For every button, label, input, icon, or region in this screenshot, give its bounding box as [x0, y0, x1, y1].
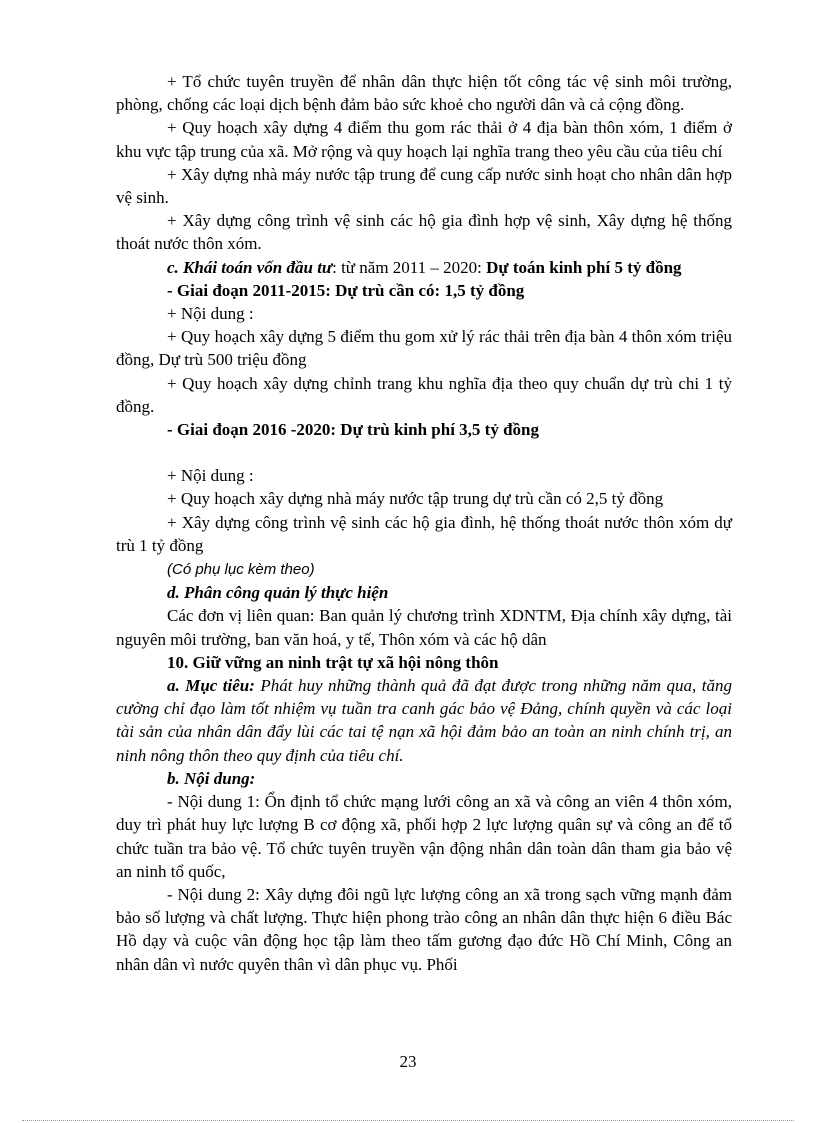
section-10-goal — [116, 674, 732, 767]
appendix-note — [116, 557, 732, 581]
paragraph-sanitation: + Xây dựng công trình vệ sinh các hộ gia đình hợp vệ sinh, Xây dựng hệ thống thoát nước thôn xóm. — [116, 211, 732, 254]
section-c — [116, 256, 732, 279]
phase1-item-2: + Quy hoạch xây dựng chỉnh trang khu nghĩa địa theo quy chuẩn dự trù chi 1 tỷ đồng. — [116, 373, 732, 416]
section-d-heading: d. Phân công quản lý thực hiện — [167, 583, 389, 603]
page-number: 23 — [399, 1052, 417, 1071]
section-d-text: Các đơn vị liên quan: Ban quản lý chương trình XDNTM, Địa chính xây dựng, tài nguyên môi trường, ban văn hoá, y tế, Thôn xóm và các hộ dân — [116, 606, 732, 649]
phase1-item-1: + Quy hoạch xây dựng 5 điểm thu gom xử lý rác thải trên địa bàn 4 thôn xóm triệu đồng, Dự trù 500 triệu đồng — [116, 327, 732, 370]
appendix-note-text: (Có phụ lục kèm theo) — [167, 561, 315, 579]
phase2-item-1: + Quy hoạch xây dựng nhà máy nước tập trung dự trù cần có 2,5 tỷ đồng — [167, 489, 664, 509]
paragraph-propaganda: + Tổ chức tuyên truyền để nhân dân thực hiện tốt công tác vệ sinh môi trường, phòng, chống các loại dịch bệnh đảm bảo sức khoẻ cho người dân và cả cộng đồng. — [116, 72, 732, 115]
phase2-item-2: + Xây dựng công trình vệ sinh các hộ gia đình, hệ thống thoát nước thôn xóm dự trù 1 tỷ đồng — [116, 512, 732, 555]
goal-label: a. Mục tiêu: — [167, 676, 255, 696]
phase1-heading: - Giai đoạn 2011-2015: Dự trù cần có: 1,5 tỷ đồng — [167, 280, 525, 300]
spacer — [116, 441, 732, 464]
section-c-label: c. Khái toán vốn đầu tư — [167, 257, 333, 277]
paragraph-water-plant: + Xây dựng nhà máy nước tập trung để cung cấp nước sinh hoạt cho nhân dân hợp vệ sinh. — [116, 164, 732, 208]
section-c-budget: Dự toán kinh phí 5 tỷ đồng — [486, 257, 682, 277]
section-c-text: : từ năm 2011 – 2020: — [332, 257, 487, 277]
phase2-content-label: + Nội dung : — [167, 466, 254, 486]
section-10-content-1: - Nội dung 1: Ổn định tổ chức mạng lưới công an xã và công an viên 4 thôn xóm, duy trì phát huy lực lượng B cơ động xã, phối hợp 2 lực lượng quân sự và công an để tổ chức tuần tra bảo vệ. Tổ chức tuyên truyền vận động nhân dân toàn dân tham gia bảo vệ an ninh tổ quốc, — [116, 792, 732, 881]
goal-text: Phát huy những thành quả đã đạt được trong những năm qua, tăng cường chỉ đạo làm tốt nhiệm vụ tuần tra canh gác bảo vệ Đảng, chính quyền và các loại tài sản của nhân dân đẩy lùi các tai tệ nạn xã hội đảm bảo an toàn an ninh chính trị, an ninh nông thôn theo quy định của tiêu chí. — [116, 676, 732, 765]
section-10-content-heading: b. Nội dung: — [167, 768, 256, 788]
phase2-heading: - Giai đoạn 2016 -2020: Dự trù kinh phí 3,5 tỷ đồng — [167, 420, 539, 440]
section-10-content-2: - Nội dung 2: Xây dựng đôi ngũ lực lượng công an xã trong sạch vững mạnh đảm bảo số lượng và chất lượng. Thực hiện phong trào công an nhân dân thực hiện 6 điều Bác Hồ dạy và cuộc vân động học tập làm theo tấm gương đạo đức Hồ Chí Minh, Công an nhân dân vì nước quyên thân vì dân phục vụ. Phối — [116, 884, 732, 974]
document-body — [116, 70, 732, 976]
section-10-heading: 10. Giữ vững an ninh trật tự xã hội nông thôn — [167, 652, 499, 672]
paragraph-waste-collection: + Quy hoạch xây dựng 4 điểm thu gom rác thải ở 4 địa bàn thôn xóm, 1 điểm ở khu vực tập trung của xã. Mở rộng và quy hoạch lại nghĩa trang theo yêu cầu của tiêu chí — [116, 118, 732, 161]
phase1-content-label: + Nội dung : — [167, 304, 254, 324]
page-bottom-dotted-line — [22, 1120, 794, 1121]
